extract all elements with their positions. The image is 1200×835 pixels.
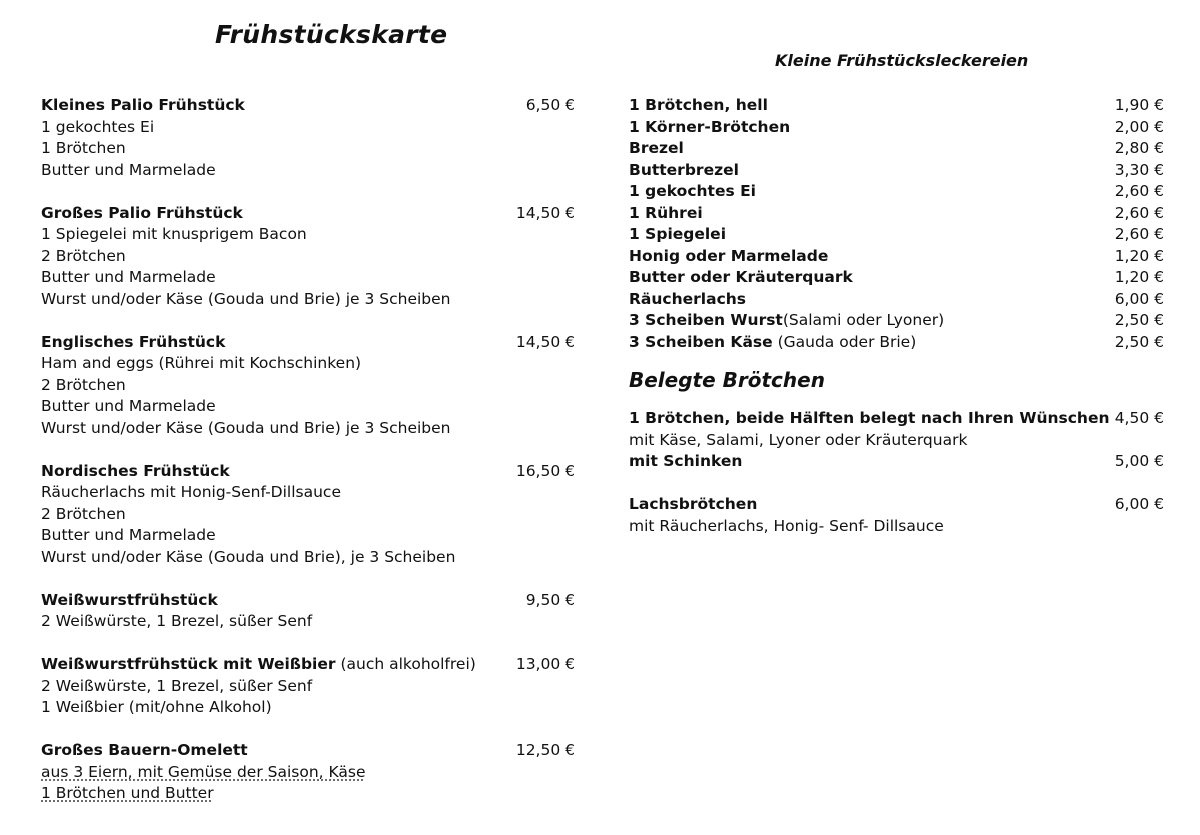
small-item-name: 3 Scheiben Käse <box>629 332 773 351</box>
menu-item <box>41 461 581 483</box>
small-items-list <box>629 95 1169 537</box>
menu-item-detail: 1 gekochtes Ei <box>41 117 155 136</box>
menu-item-detail: 2 Brötchen <box>41 246 126 265</box>
small-item-price: 3,30 € <box>1114 160 1164 179</box>
menu-item-price: 6,50 € <box>525 96 575 114</box>
menu-item-detail: 1 Weißbier (mit/ohne Alkohol) <box>41 698 272 716</box>
small-item-price: 2,50 € <box>1114 332 1164 351</box>
belegte-brotchen-heading: Belegte Brötchen <box>629 368 825 392</box>
small-item-row <box>629 160 1169 182</box>
menu-item-name: Kleines Palio Frühstück <box>41 96 245 114</box>
menu-item-detail: Butter und Marmelade <box>41 526 216 544</box>
sandwich-item-price: 4,50 € <box>1114 409 1164 427</box>
menu-item-detail: Ham and eggs (Rührei mit Kochschinken) <box>41 354 362 372</box>
small-item-row <box>629 138 1169 160</box>
menu-item-detail: 1 Brötchen <box>41 139 126 157</box>
menu-item-detail: Räucherlachs mit Honig-Senf-Dillsauce <box>41 483 341 501</box>
menu-item <box>41 203 581 225</box>
small-item-row <box>629 203 1169 225</box>
menu-item-name: Großes Bauern-Omelett <box>41 741 248 759</box>
sandwich-item-name: 1 Brötchen, beide Hälften belegt nach Ihren Wünschen <box>629 409 1110 427</box>
small-item-name: 1 Spiegelei <box>629 225 727 243</box>
small-item-name: 1 Rührei <box>629 203 703 222</box>
menu-item-detail: 2 Weißwürste, 1 Brezel, süßer Senf <box>41 612 313 630</box>
sandwich-item <box>629 494 1169 516</box>
menu-item-detail: Wurst und/oder Käse (Gouda und Brie), je 3 Scheiben <box>41 547 456 566</box>
small-item-price: 2,60 € <box>1114 182 1164 200</box>
small-item-price: 2,50 € <box>1114 311 1164 329</box>
menu-item <box>41 95 581 117</box>
small-item-price: 2,00 € <box>1114 117 1164 136</box>
small-item-name: 1 Brötchen, hell <box>629 96 768 114</box>
menu-item-price: 12,50 € <box>515 741 575 759</box>
small-item-name: Butter oder Kräuterquark <box>629 268 853 286</box>
menu-item-detail: Butter und Marmelade <box>41 160 216 179</box>
menu-item-detail: aus 3 Eiern, mit Gemüse der Saison, Käse <box>41 762 366 781</box>
small-item-row <box>629 117 1169 139</box>
small-item-price: 1,20 € <box>1114 268 1164 286</box>
small-item-note: (Salami oder Lyoner) <box>782 311 945 329</box>
menu-item <box>41 740 581 762</box>
menu-item-price: 13,00 € <box>515 655 575 673</box>
menu-item-detail: 2 Weißwürste, 1 Brezel, süßer Senf <box>41 676 313 695</box>
small-item-row <box>629 332 1169 354</box>
menu-item-detail: 1 Brötchen und Butter <box>41 784 214 802</box>
sandwich-item-price: 5,00 € <box>1114 452 1164 470</box>
page-title: Frühstückskarte <box>215 20 448 49</box>
small-item-row <box>629 181 1169 203</box>
sandwich-item-price: 6,00 € <box>1114 495 1164 513</box>
menu-item-name: Großes Palio Frühstück <box>41 203 243 222</box>
small-item-row <box>629 224 1169 246</box>
menu-item <box>41 590 581 612</box>
menu-item-detail: Wurst und/oder Käse (Gouda und Brie) je 3 Scheiben <box>41 289 451 308</box>
small-item-name: Brezel <box>629 139 684 157</box>
small-item-row <box>629 289 1169 311</box>
menu-item-name: Englisches Frühstück <box>41 332 226 351</box>
sandwich-item-name: mit Schinken <box>629 452 743 470</box>
menu-item-price: 16,50 € <box>515 461 575 480</box>
menu-item-name: Nordisches Frühstück <box>41 461 230 480</box>
menu-item-detail: 2 Brötchen <box>41 504 126 523</box>
sandwich-item <box>629 408 1169 430</box>
small-item-row <box>629 310 1169 332</box>
menu-item-detail: 2 Brötchen <box>41 375 126 394</box>
small-item-price: 6,00 € <box>1114 289 1164 308</box>
small-item-name: Räucherlachs <box>629 289 747 308</box>
small-item-row <box>629 95 1169 117</box>
small-item-price: 1,90 € <box>1114 96 1164 114</box>
section-title-small-items: Kleine Frühstücksleckereien <box>775 51 1029 70</box>
menu-item-name-wrap <box>41 654 476 676</box>
sandwich-item-name: Lachsbrötchen <box>629 495 758 513</box>
small-item-price: 2,60 € <box>1114 203 1164 222</box>
menu-item-price: 9,50 € <box>525 590 575 609</box>
menu-item-price: 14,50 € <box>515 332 575 351</box>
small-item-row <box>629 246 1169 268</box>
menu-item-name-note: (auch alkoholfrei) <box>340 655 476 673</box>
sandwich-item-detail: mit Käse, Salami, Lyoner oder Kräuterquark <box>629 430 968 449</box>
small-item-name: 1 gekochtes Ei <box>629 182 756 200</box>
menu-item <box>41 654 581 676</box>
small-item-row <box>629 267 1169 289</box>
menu-item-name: Weißwurstfrühstück mit Weißbier <box>41 655 336 673</box>
small-item-name: Honig oder Marmelade <box>629 246 829 265</box>
menu-item <box>41 332 581 354</box>
small-item-price: 1,20 € <box>1114 246 1164 265</box>
small-item-note: (Gauda oder Brie) <box>772 332 917 351</box>
menu-item-detail: 1 Spiegelei mit knusprigem Bacon <box>41 225 307 243</box>
sandwich-item-detail: mit Räucherlachs, Honig- Senf- Dillsauce <box>629 516 944 535</box>
small-item-name: Butterbrezel <box>629 160 739 179</box>
sandwich-item <box>629 451 1169 473</box>
menu-item-name: Weißwurstfrühstück <box>41 590 218 609</box>
small-item-name: 1 Körner-Brötchen <box>629 117 791 136</box>
small-item-price: 2,80 € <box>1114 139 1164 157</box>
small-item-name: 3 Scheiben Wurst <box>629 311 783 329</box>
breakfast-list <box>41 95 581 805</box>
menu-item-price: 14,50 € <box>515 203 575 222</box>
small-item-price: 2,60 € <box>1114 225 1164 243</box>
menu-item-detail: Butter und Marmelade <box>41 268 216 286</box>
menu-item-detail: Wurst und/oder Käse (Gouda und Brie) je 3 Scheiben <box>41 418 451 437</box>
menu-item-detail: Butter und Marmelade <box>41 397 216 415</box>
